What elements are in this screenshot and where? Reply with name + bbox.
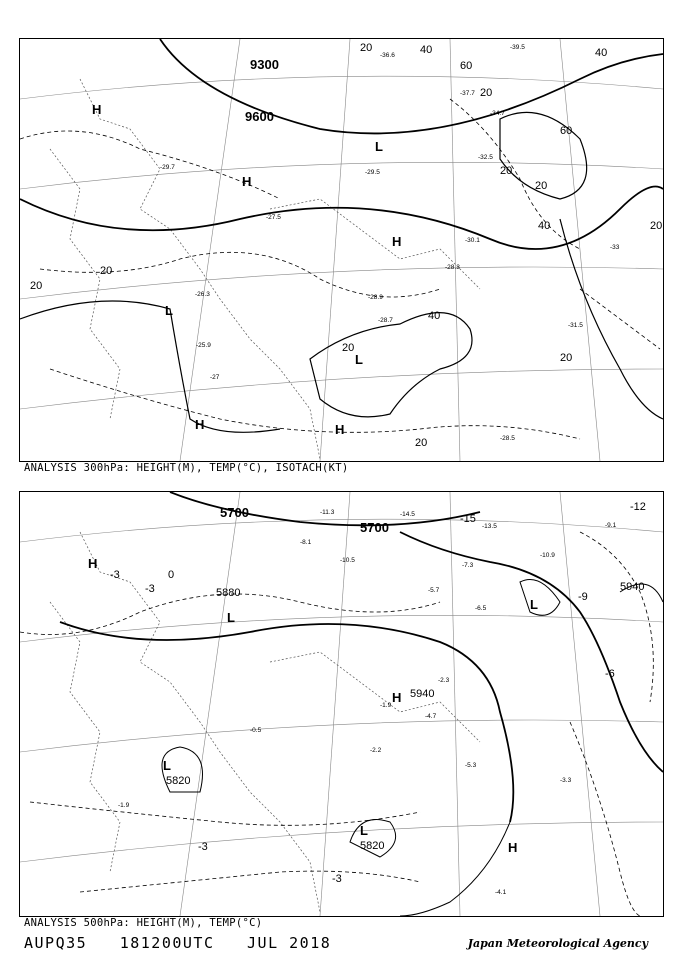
height-label-9600: 9600 [245, 109, 274, 124]
high-center: H [392, 234, 402, 249]
temp-sample: -4.1 [495, 889, 507, 896]
isotherm-label: 0 [168, 569, 175, 581]
map-300hpa [20, 39, 663, 461]
temp-sample: -28.7 [378, 317, 393, 324]
isotach-label: 20 [342, 342, 355, 354]
isotach-label: 60 [560, 125, 573, 137]
isotherm-label: -3 [110, 569, 120, 581]
isotach-label: 40 [538, 220, 551, 232]
height-contours-500hpa [60, 492, 663, 822]
map-500hpa [20, 492, 663, 916]
temp-sample: -33 [610, 244, 620, 251]
coastlines-300hpa [50, 79, 480, 459]
isotach-label: 20 [415, 437, 428, 449]
temp-sample: -28.3 [445, 264, 460, 271]
isotherm-label: -3 [332, 873, 342, 885]
height-labels-500hpa [166, 505, 644, 852]
height-label: 5700 [220, 505, 249, 520]
temp-sample: -11.3 [320, 509, 335, 516]
temp-sample: -32.5 [478, 154, 493, 161]
caption-500hpa: ANALYSIS 500hPa: HEIGHT(M), TEMP(°C) [24, 917, 263, 929]
temp-sample: -13.5 [482, 523, 497, 530]
high-center: H [392, 690, 402, 705]
isotach-label: 20 [535, 180, 548, 192]
isotherm-label: -12 [630, 501, 646, 513]
coastlines-500hpa [50, 532, 480, 912]
isotherm-label: -3 [145, 583, 155, 595]
temp-sample: -1.9 [380, 702, 392, 709]
product-code: AUPQ35 [24, 934, 88, 952]
graticule-300hpa [20, 39, 663, 461]
height-label: 5880 [216, 587, 241, 599]
isotach-label: 20 [30, 280, 43, 292]
isotherm-label: -3 [198, 841, 208, 853]
temp-sample: -10.9 [540, 552, 555, 559]
temp-sample: -7.3 [462, 562, 474, 569]
temp-sample: -31.5 [568, 322, 583, 329]
agency-credit: Japan Meteorological Agency [467, 937, 648, 950]
height-labels-300hpa [245, 57, 279, 124]
temp-sample: -29.7 [160, 164, 175, 171]
temp-sample: -34.7 [490, 110, 505, 117]
low-center: L [360, 823, 368, 838]
isotach-label: 40 [595, 47, 608, 59]
isotach-label: 20 [650, 220, 663, 232]
height-label: 5820 [360, 840, 385, 852]
isotherm-label: -6 [605, 668, 615, 680]
temp-sample: -27.5 [266, 214, 281, 221]
isotach-label: 20 [500, 165, 513, 177]
high-center: H [242, 174, 252, 189]
isotherm-label: -15 [460, 513, 476, 525]
temp-sample: -6.5 [475, 605, 487, 612]
temp-sample: -27 [210, 374, 220, 381]
caption-300hpa: ANALYSIS 300hPa: HEIGHT(M), TEMP(°C), ISOTACH(KT) [24, 462, 349, 474]
thin-contours-500hpa [162, 580, 663, 917]
isotach-label: 40 [420, 44, 433, 56]
low-center: L [355, 352, 363, 367]
temp-sample: -28.9 [368, 294, 383, 301]
product-header [24, 934, 353, 952]
temp-sample: -0.5 [250, 727, 262, 734]
chart-300hpa [19, 38, 664, 462]
height-contours-300hpa [20, 39, 663, 249]
high-center: H [195, 417, 205, 432]
height-label-9300: 9300 [250, 57, 279, 72]
high-center: H [508, 840, 518, 855]
temp-sample: -2.2 [370, 747, 382, 754]
isotach-label: 60 [460, 60, 473, 72]
low-center: L [530, 597, 538, 612]
isotherm-contours-300hpa [20, 99, 663, 439]
temp-sample: -36.6 [380, 52, 395, 59]
temp-sample: -8.1 [300, 539, 312, 546]
height-label: 5940 [410, 688, 435, 700]
isotach-label: 20 [560, 352, 573, 364]
low-center: L [375, 139, 383, 154]
temp-sample: -5.7 [428, 587, 440, 594]
isotherm-label: -9 [578, 591, 588, 603]
chart-500hpa [19, 491, 664, 917]
low-center: L [163, 758, 171, 773]
temp-sample: -29.5 [365, 169, 380, 176]
temperature-samples-300hpa [160, 44, 620, 442]
temp-sample: -25.9 [196, 342, 211, 349]
isotach-label: 20 [100, 265, 113, 277]
isotach-label: 20 [360, 42, 373, 54]
high-center: H [88, 556, 98, 571]
isotach-label: 20 [480, 87, 493, 99]
high-center: H [335, 422, 345, 437]
height-label: 5700 [360, 520, 389, 535]
high-center: H [92, 102, 102, 117]
low-center: L [165, 303, 173, 318]
temp-sample: -3.3 [560, 777, 572, 784]
analysis-datetime: 181200UTC [119, 934, 215, 952]
temp-sample: -10.5 [340, 557, 355, 564]
temp-sample: -1.9 [118, 802, 130, 809]
temp-sample: -5.3 [465, 762, 477, 769]
temp-sample: -39.5 [510, 44, 525, 51]
temp-sample: -30.1 [465, 237, 480, 244]
temp-sample: -9.1 [605, 522, 617, 529]
pressure-centers-300hpa [92, 102, 401, 437]
isotach-label: 40 [428, 310, 441, 322]
temp-sample: -4.7 [425, 713, 437, 720]
temp-sample: -14.5 [400, 511, 415, 518]
height-label: 5820 [166, 775, 191, 787]
graticule-500hpa [20, 492, 663, 916]
analysis-month-year: JUL 2018 [247, 934, 332, 952]
isotherm-labels-500hpa [110, 501, 646, 885]
temp-sample: -37.7 [460, 90, 475, 97]
height-label: 5940 [620, 581, 645, 593]
low-center: L [227, 610, 235, 625]
pressure-centers-500hpa [88, 556, 538, 855]
temp-sample: -28.5 [500, 435, 515, 442]
temp-sample: -2.3 [438, 677, 450, 684]
temp-sample: -26.3 [195, 291, 210, 298]
